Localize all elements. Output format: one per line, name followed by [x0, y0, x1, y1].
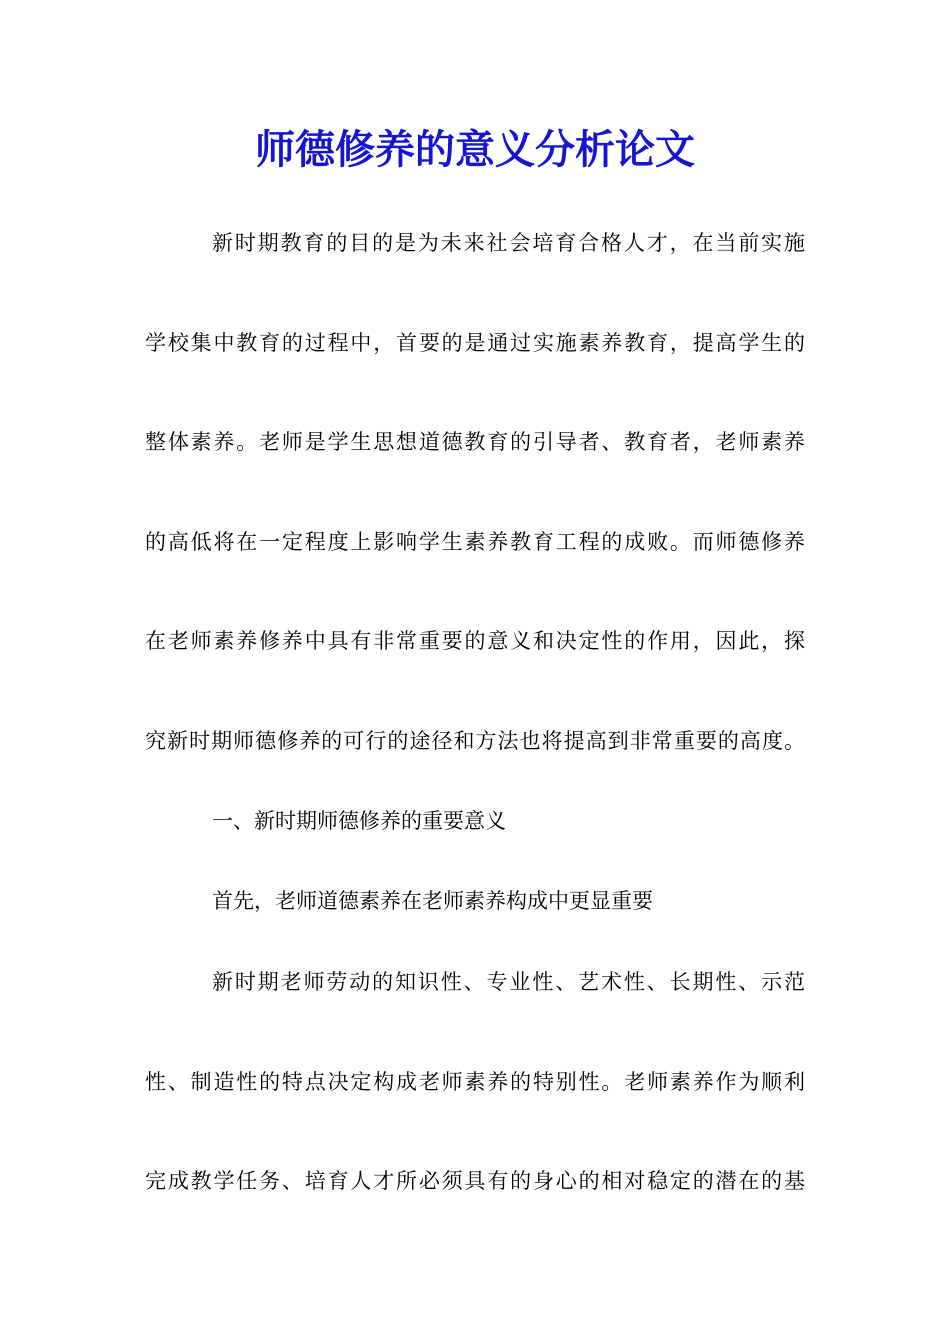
- paragraph-line: 新时期教育的目的是为未来社会培育合格人才，在当前实施: [212, 231, 805, 255]
- paragraph-line: 整体素养。老师是学生思想道德教育的引导者、教育者，老师素养: [145, 430, 805, 454]
- subsection-heading: 首先，老师道德素养在老师素养构成中更显重要: [212, 889, 653, 913]
- paragraph-line: 性、制造性的特点决定构成老师素养的特别性。老师素养作为顺利: [145, 1070, 805, 1094]
- paragraph-line: 在老师素养修养中具有非常重要的意义和决定性的作用，因此，探: [145, 629, 805, 653]
- paragraph-line: 的高低将在一定程度上影响学生素养教育工程的成败。而师德修养: [145, 530, 805, 554]
- paragraph-line: 究新时期师德修养的可行的途径和方法也将提高到非常重要的高度。: [145, 729, 805, 753]
- paragraph-line: 学校集中教育的过程中，首要的是通过实施素养教育，提高学生的: [145, 331, 805, 355]
- document-title: 师德修养的意义分析论文: [255, 126, 695, 173]
- paragraph-line: 完成教学任务、培育人才所必须具有的身心的相对稳定的潜在的基: [145, 1169, 805, 1193]
- section-heading: 一、新时期师德修养的重要意义: [212, 809, 506, 833]
- paragraph-line: 新时期老师劳动的知识性、专业性、艺术性、长期性、示范: [212, 970, 805, 994]
